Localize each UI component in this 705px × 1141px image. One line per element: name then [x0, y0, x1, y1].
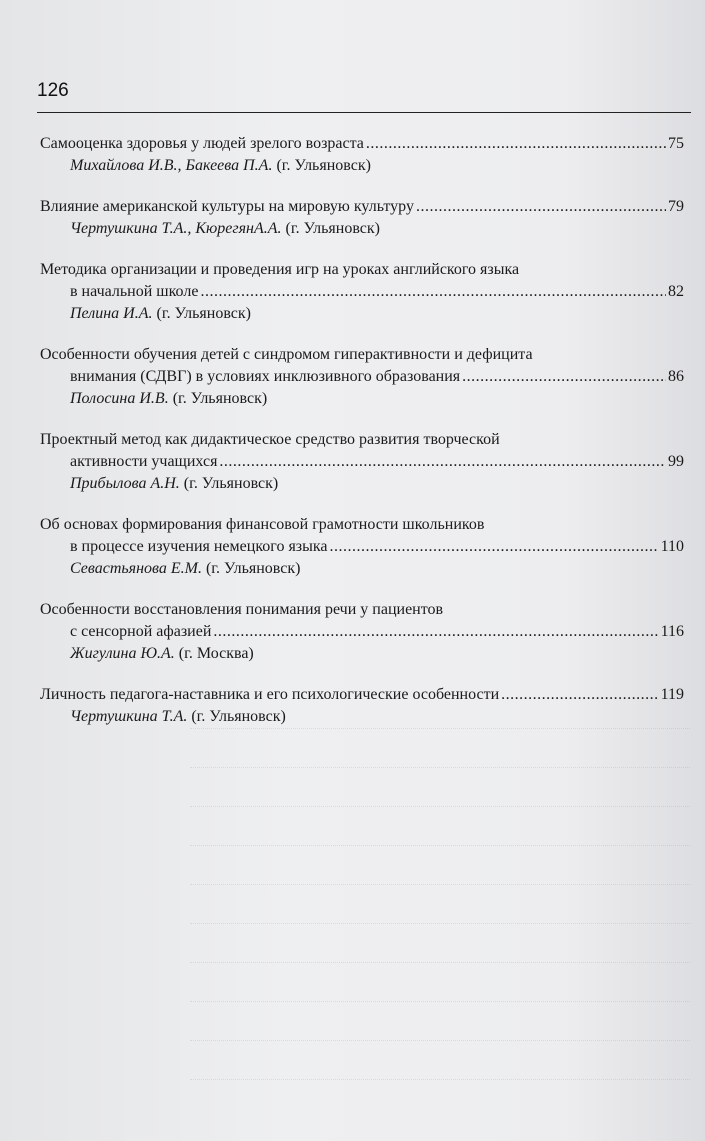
- toc-entry-title-line: [40, 451, 684, 473]
- dot-leader: [366, 133, 666, 155]
- toc-entry-title-text: Методика организации и проведения игр на уроках английского языка: [40, 261, 520, 278]
- toc-entry-title-line: [40, 366, 684, 388]
- dot-leader: [462, 366, 666, 388]
- toc-entry: [40, 344, 684, 410]
- toc-entry-title-text: Самооценка здоровья у людей зрелого возраста: [40, 135, 364, 152]
- toc-entry-author-line: [40, 706, 684, 728]
- toc-entry-page: 119: [660, 686, 684, 703]
- toc-entry-title-line: [40, 344, 684, 366]
- toc-entry-author: Прибылова А.Н.: [70, 475, 180, 492]
- toc-entry-page: 86: [668, 368, 684, 385]
- toc-entry-title-text: активности учащихся: [70, 453, 218, 470]
- toc-entry-author: Полосина И.В.: [70, 390, 169, 407]
- toc-entry-page: 110: [660, 538, 684, 555]
- toc-entry-page: 75: [668, 135, 684, 152]
- toc-entry-author: Михайлова И.В., Бакеева П.А.: [70, 157, 273, 174]
- toc-entry-title-line: [40, 133, 684, 155]
- toc-entry-city: (г. Ульяновск): [205, 560, 301, 577]
- toc-entry-title-text: Влияние американской культуры на мировую культуру: [40, 198, 414, 215]
- dot-leader: [416, 196, 666, 218]
- toc-entry-title-line: [40, 599, 684, 621]
- toc-entry-author-line: [40, 388, 684, 410]
- toc-entry-title-text: в начальной школе: [70, 283, 199, 300]
- toc-entry-title-text: Проектный метод как дидактическое средство развития творческой: [40, 431, 500, 448]
- dot-leader: [219, 451, 666, 473]
- toc-entry-title-text: Особенности восстановления понимания речи у пациентов: [40, 601, 444, 618]
- toc-entry-author: Чертушкина Т.А.: [70, 708, 188, 725]
- toc-entry-city: (г. Ульяновск): [285, 220, 380, 237]
- toc-entry-author-line: [40, 473, 684, 495]
- dot-leader: [330, 536, 659, 558]
- toc-entry-title-text: Особенности обучения детей с синдромом гиперактивности и дефицита: [40, 346, 533, 363]
- toc-entry-author-line: [40, 643, 684, 665]
- toc-entry-title-line: [40, 514, 684, 536]
- dot-leader: [200, 281, 666, 303]
- toc-entry-city: (г. Москва): [178, 645, 254, 662]
- toc-entry-title-line: [40, 536, 684, 558]
- dot-leader: [213, 621, 658, 643]
- toc-entry-city: (г. Ульяновск): [172, 390, 268, 407]
- toc-entry: [40, 684, 684, 728]
- toc-entry: [40, 599, 684, 665]
- toc-entry: [40, 429, 684, 495]
- table-of-contents: [40, 133, 684, 747]
- toc-entry-author: Пелина И.А.: [70, 305, 153, 322]
- toc-entry: [40, 133, 684, 177]
- toc-entry-author-line: [40, 558, 684, 580]
- toc-entry-page: 82: [668, 283, 684, 300]
- toc-entry-title-line: [40, 281, 684, 303]
- header-rule: [37, 112, 691, 113]
- toc-entry: [40, 514, 684, 580]
- toc-entry-author: Жигулина Ю.А.: [70, 645, 175, 662]
- toc-entry-author: Севастьянова Е.М.: [70, 560, 202, 577]
- toc-entry: [40, 259, 684, 325]
- toc-entry-title-text: внимания (СДВГ) в условиях инклюзивного образования: [70, 368, 461, 385]
- dot-leader: [501, 684, 658, 706]
- toc-entry-author-line: [40, 303, 684, 325]
- toc-entry-title-line: [40, 259, 684, 281]
- toc-entry-city: (г. Ульяновск): [276, 157, 371, 174]
- toc-entry-title-line: [40, 684, 684, 706]
- toc-entry-title-line: [40, 429, 684, 451]
- toc-entry-title-text: Об основах формирования финансовой грамотности школьников: [40, 516, 485, 533]
- toc-entry-title-line: [40, 196, 684, 218]
- toc-entry-page: 116: [660, 623, 684, 640]
- toc-entry-city: (г. Ульяновск): [191, 708, 286, 725]
- toc-entry-city: (г. Ульяновск): [183, 475, 279, 492]
- toc-entry-author: Чертушкина Т.А., КюрегянА.А.: [70, 220, 282, 237]
- toc-entry-city: (г. Ульяновск): [156, 305, 251, 322]
- toc-entry-title-text: в процессе изучения немецкого языка: [70, 538, 328, 555]
- toc-entry-page: 99: [668, 453, 684, 470]
- toc-entry-author-line: [40, 155, 684, 177]
- toc-entry-title-line: [40, 621, 684, 643]
- toc-entry-title-text: с сенсорной афазией: [70, 623, 212, 640]
- bleed-through-texture: [190, 700, 690, 1100]
- toc-entry-page: 79: [668, 198, 684, 215]
- toc-entry-author-line: [40, 218, 684, 240]
- page-number: 126: [37, 80, 69, 101]
- toc-entry-title-text: Личность педагога-наставника и его психологические особенности: [40, 686, 500, 703]
- toc-entry: [40, 196, 684, 240]
